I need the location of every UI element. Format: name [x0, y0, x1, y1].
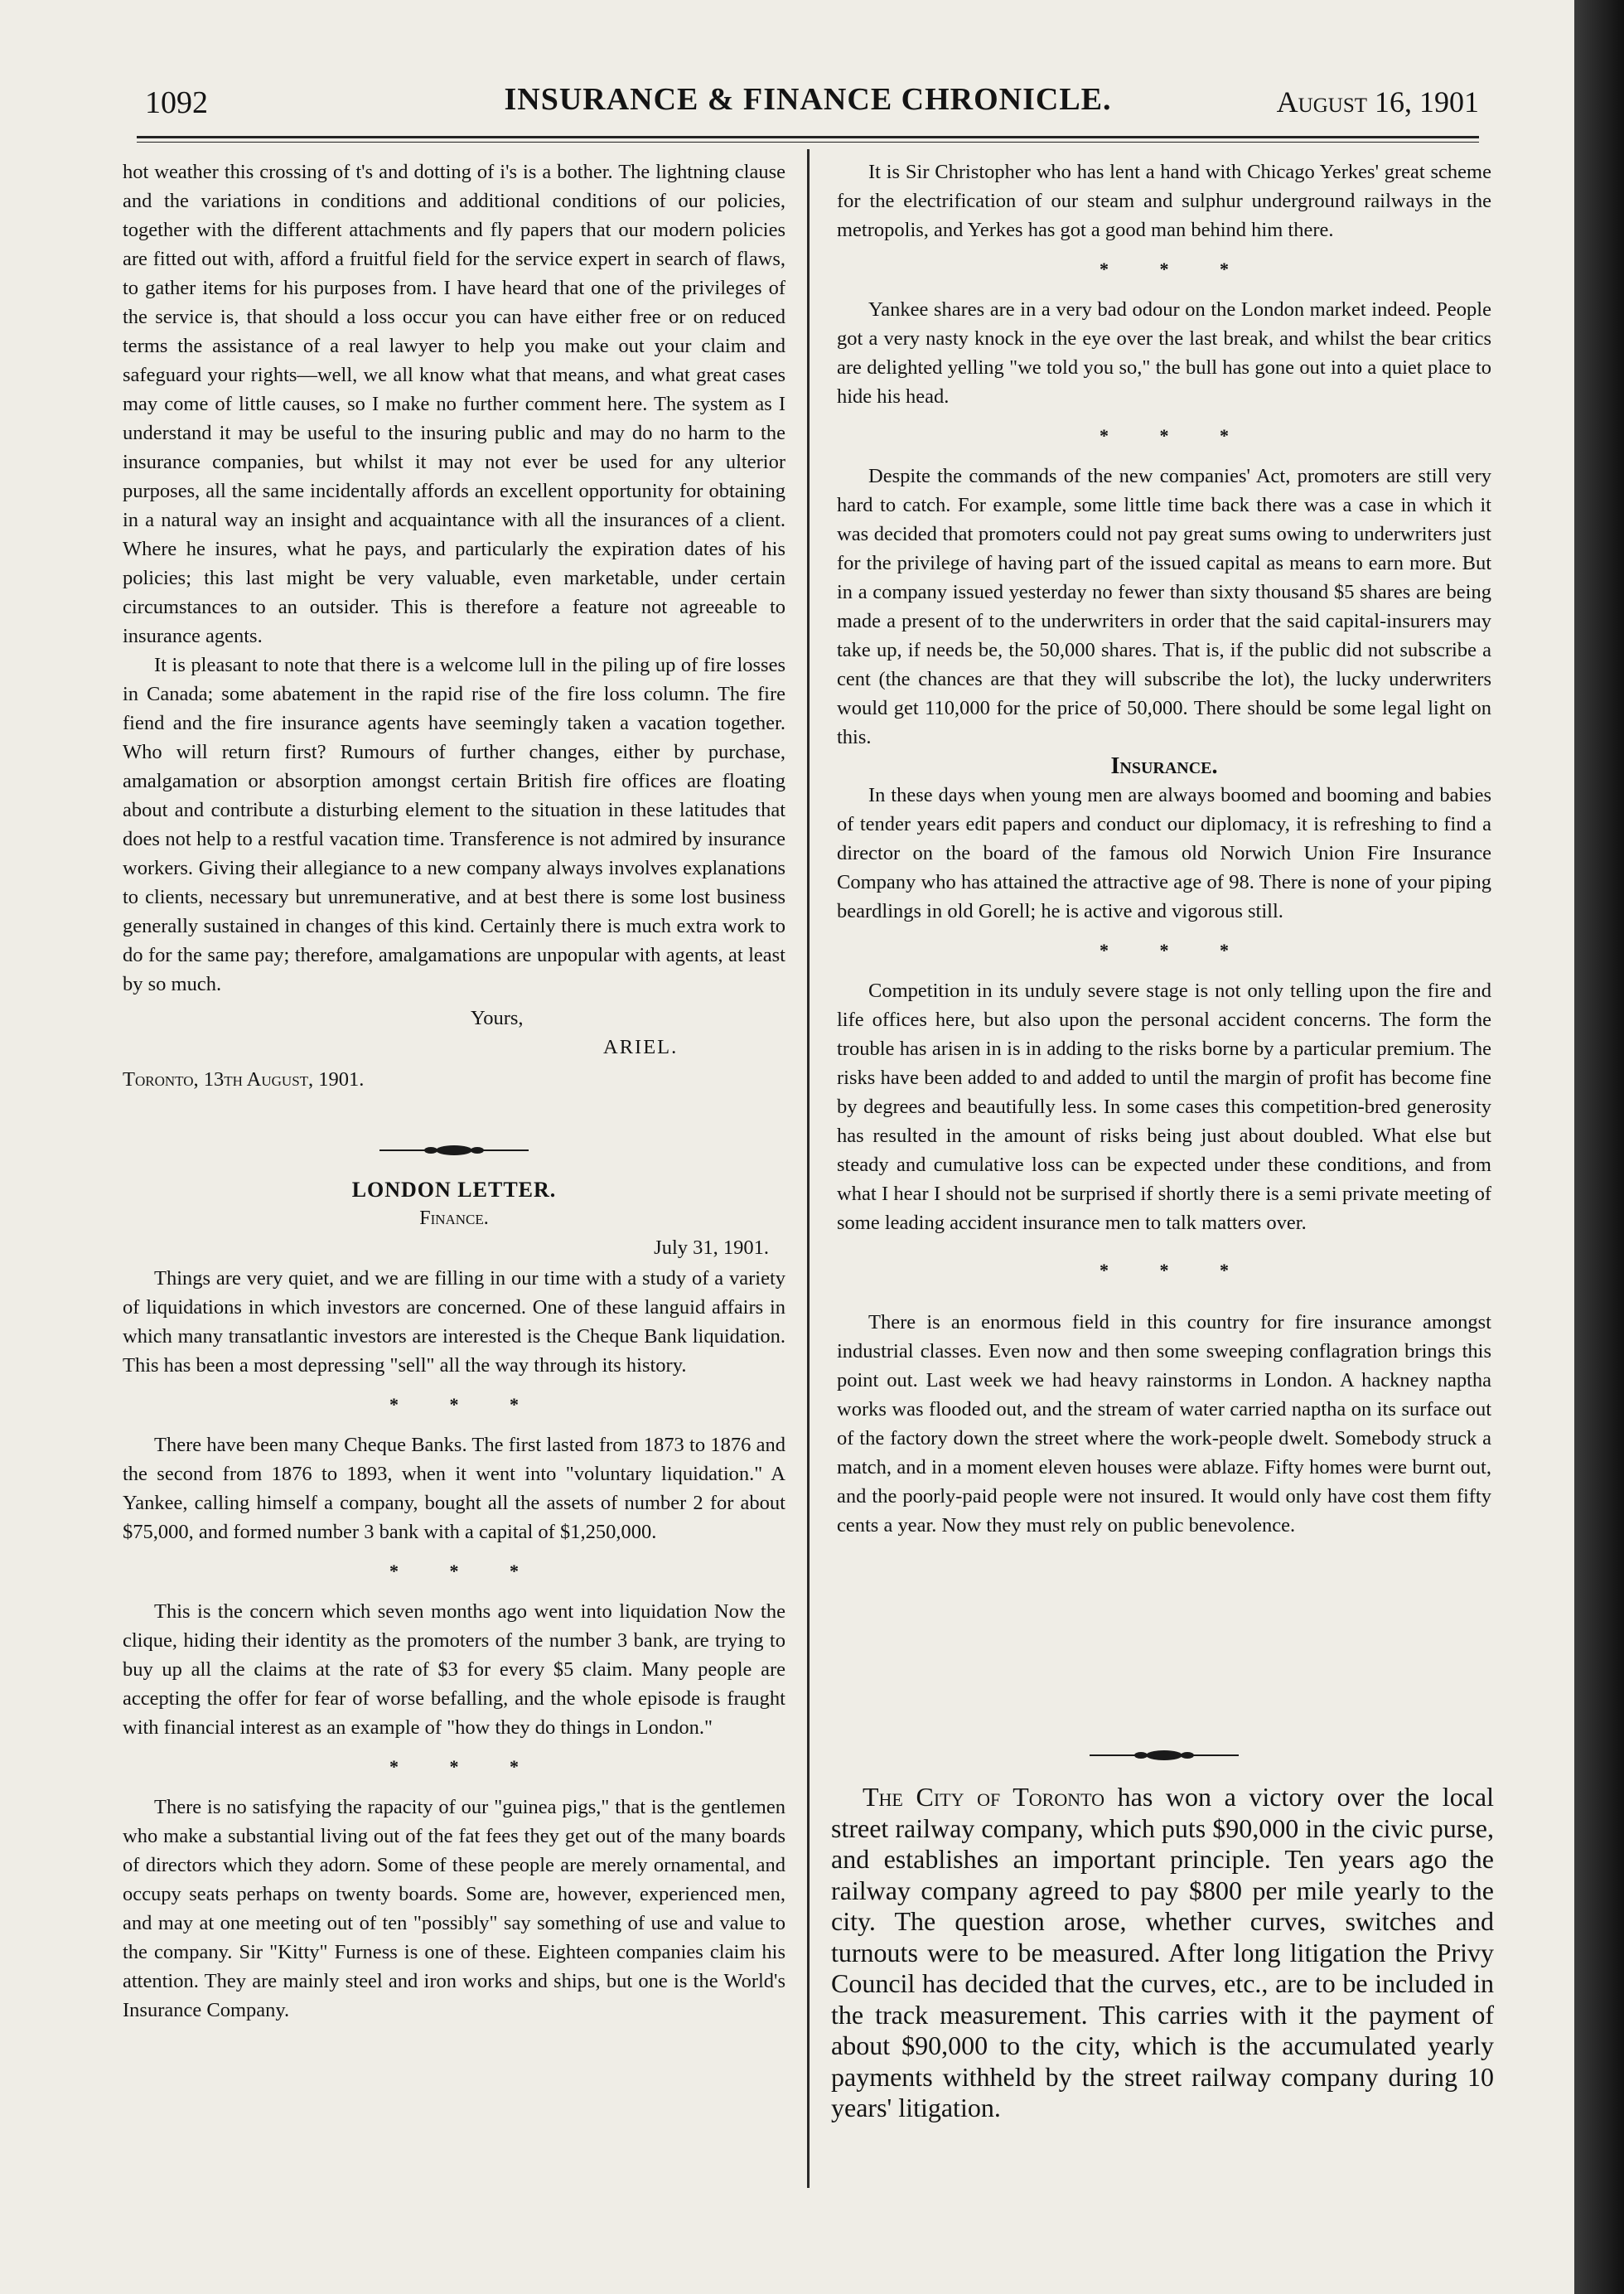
london-letter-subheading: Finance. — [419, 1207, 489, 1229]
signoff-yours: Yours, — [471, 1007, 524, 1029]
paragraph: It is Sir Christopher who has lent a hand with Chicago Yerkes' great scheme for the electrification of our steam and sulphur underground railways in the metropolis, and Yerkes has got a good man behind him there. — [837, 161, 1491, 241]
paragraph: Things are very quiet, and we are filling in our time with a study of a variety of liquidations in which investors are concerned. One of these languid affairs in which many transatlantic investors are interested is the Cheque Bank liquidation. This has been a most depressing "sell" all the way through its history. — [123, 1267, 785, 1377]
toronto-text: has won a victory over the local street railway company, which puts $90,000 in the civic purse, and establishes an important principle. Ten years ago the railway company agreed to pay $800 per mile yearly to the city. The question arose, whether curves, switches and turnouts were to be measured. After long litigation the Privy Council has decided that the curves, etc., are to be included in the track measurement. This carries with it the payment of about $90,000 to the city, which is the accumulated yearly payments withheld by the street railway company during 10 years' litigation. — [831, 1782, 1494, 2122]
paragraph: This is the concern which seven months ago went into liquidation Now the clique, hiding their identity as the promoters of the number 3 bank, are trying to buy up all the claims at the rate of $3 for every $5 claim. Many people are accepting the offer for fear of worse befalling, and the whole episode is fraught with financial interest as an example of "how they do things in London." — [123, 1600, 785, 1739]
section-break: * * * — [389, 1561, 542, 1581]
right-column — [837, 157, 1491, 1540]
section-break: * * * — [389, 1756, 542, 1777]
toronto-item — [831, 1782, 1494, 2124]
masthead — [137, 80, 1479, 129]
publication-title: INSURANCE & FINANCE CHRONICLE. — [504, 82, 1112, 117]
header-rule-thin — [137, 142, 1479, 143]
insurance-heading: Insurance. — [1110, 753, 1218, 779]
left-column — [123, 157, 785, 2025]
column-divider — [807, 149, 810, 2188]
section-break: * * * — [1100, 1260, 1252, 1280]
london-letter-heading: LONDON LETTER. — [351, 1178, 557, 1202]
paragraph: Yankee shares are in a very bad odour on the London market indeed. People got a very nasty knock in the eye over the last break, and whilst the bear critics are delighted yelling "we told you so," the bull has gone out into a quiet place to hide his head. — [837, 298, 1491, 408]
paragraph: Despite the commands of the new companies' Act, promoters are still very hard to catch. For example, some little time back there was a case in which it was decided that promoters could not pay great sums owing to underwriters just for the privilege of having part of the issued capital as means to earn more. But in a company issued yesterday no fewer than sixty thousand $5 shares are being made a present of to the underwriters in order that the said capital-insurers may take up, if needs be, the 50,000 shares. That is, if the public did not subscribe a cent (the chances are that they will subscribe the lot), the lucky underwriters would get 110,000 for the price of 50,000. There should be some legal light on this. — [837, 465, 1491, 748]
toronto-paragraph — [831, 1782, 1494, 2124]
paragraph: There is an enormous field in this country for fire insurance amongst industrial classes. Even now and then some sweeping conflagration brings this point out. Last week we had heavy rainstorms in London. A hackney naptha works was flooded out, and the stream of water carried naptha on its surface out of the factory down the street where the work-people dwelt. Somebody struck a match, and in a moment eleven houses were ablaze. Fifty homes were burnt out, and the poorly-paid people were not insured. It would only have cost them fifty cents a year. Now they must rely on public benevolence. — [837, 1311, 1491, 1537]
paragraph: Competition in its unduly severe stage is not only telling upon the fire and life offices here, but also upon the personal accident concerns. The form the trouble has arisen in is in adding to the risks borne by a particular premium. The risks have been added to and added to until the margin of profit has become fine by degrees and beautifully less. In some cases this competition-bred generosity has resulted in the amount of risks being just about doubled. What else but steady and cumulative loss can be expected under these conditions, and from what I hear I should not be surprised if shortly there is a semi private meeting of some leading accident insurance men to talk matters over. — [837, 980, 1491, 1234]
header-rule — [137, 136, 1479, 138]
section-break: * * * — [1100, 940, 1252, 961]
paragraph: There have been many Cheque Banks. The first lasted from 1873 to 1876 and the second from 1876 to 1893, when it went into "voluntary liquidation." A Yankee, calling himself a company, bought all the assets of number 2 for about $75,000, and formed number 3 bank with a capital of $1,250,000. — [123, 1434, 785, 1543]
signature: ARIEL. — [603, 1036, 679, 1058]
paragraph: In these days when young men are always boomed and booming and babies of tender years edit papers and conduct our diplomacy, it is refreshing to find a director on the board of the famous old Norwich Union Fire Insurance Company who has attained the attractive age of 98. There is none of your piping beardlings in old Gorell; he is active and vigorous still. — [837, 784, 1491, 922]
paragraph: It is pleasant to note that there is a welcome lull in the piling up of fire losses in Canada; some abatement in the rapid rise of the fire loss column. The fire fiend and the fire insurance agents have seemingly taken a vacation together. Who will return first? Rumours of further changes, either by purchase, amalgamation or absorption amongst certain British fire offices are floating about and contribute a disturbing element to the situation in these latitudes that does not help to a restful vacation time. Transference is not admired by insurance workers. Giving their allegiance to a new company always involves explanations to clients, necessary but unremunerative, and at best there is some lost business generally sustained in changes of this kind. Certainly there is much extra work to do for the same pay; therefore, amalgamations are unpopular with agents, at least by so much. — [123, 654, 785, 995]
paragraph: There is no satisfying the rapacity of our "guinea pigs," that is the gentlemen who make a substantial living out of the fat fees they get out of the many boards of directors which they adorn. Some of these people are merely ornamental, and occupy seats perhaps on twenty boards. Some are, however, experienced men, and may at one meeting out of ten "possibly" say something of use and value to the company. Sir "Kitty" Furness is one of these. Eighteen companies claim his attention. They are mainly steel and iron works and ships, but one is the World's Insurance Company. — [123, 1796, 785, 2021]
scan-edge — [1574, 0, 1624, 2294]
page-number: 1092 — [145, 85, 208, 120]
toronto-lead: The City of Toronto — [863, 1782, 1105, 1812]
section-break: * * * — [389, 1394, 542, 1415]
letter-date: July 31, 1901. — [654, 1237, 769, 1259]
dateline: Toronto, 13th August, 1901. — [123, 1068, 365, 1091]
issue-date: August 16, 1901 — [1276, 85, 1479, 119]
ornament-divider — [379, 1144, 529, 1157]
ornament-divider — [1090, 1749, 1239, 1762]
section-break: * * * — [1100, 259, 1252, 279]
section-break: * * * — [1100, 425, 1252, 446]
paragraph: hot weather this crossing of t's and dotting of i's is a bother. The lightning clause and the variations in conditions and additional conditions of our policies, together with the different attachments and fly papers that our modern policies are fitted out with, afford a fruitful field for the service expert in search of flaws, to gather items for his purposes from. I have heard that one of the privileges of the service is, that should a loss occur you can have either free or on reduced terms the assistance of a real lawyer to help you make out your claim and safeguard your rights—well, we all know what that means, and what great cases may come of little causes, so I make no further comment here. The system as I understand it may be useful to the insuring public and may do no harm to the insurance companies, but whilst it may not ever be used for any ulterior purposes, all the same incidentally affords an excellent opportunity for obtaining in a natural way an insight and acquaintance with all the insurances of a client. Where he insures, what he pays, and particularly the expiration dates of his policies; this last might be very valuable, even marketable, under certain circumstances to an outsider. This is therefore a feature not agreeable to insurance agents. — [123, 161, 785, 647]
